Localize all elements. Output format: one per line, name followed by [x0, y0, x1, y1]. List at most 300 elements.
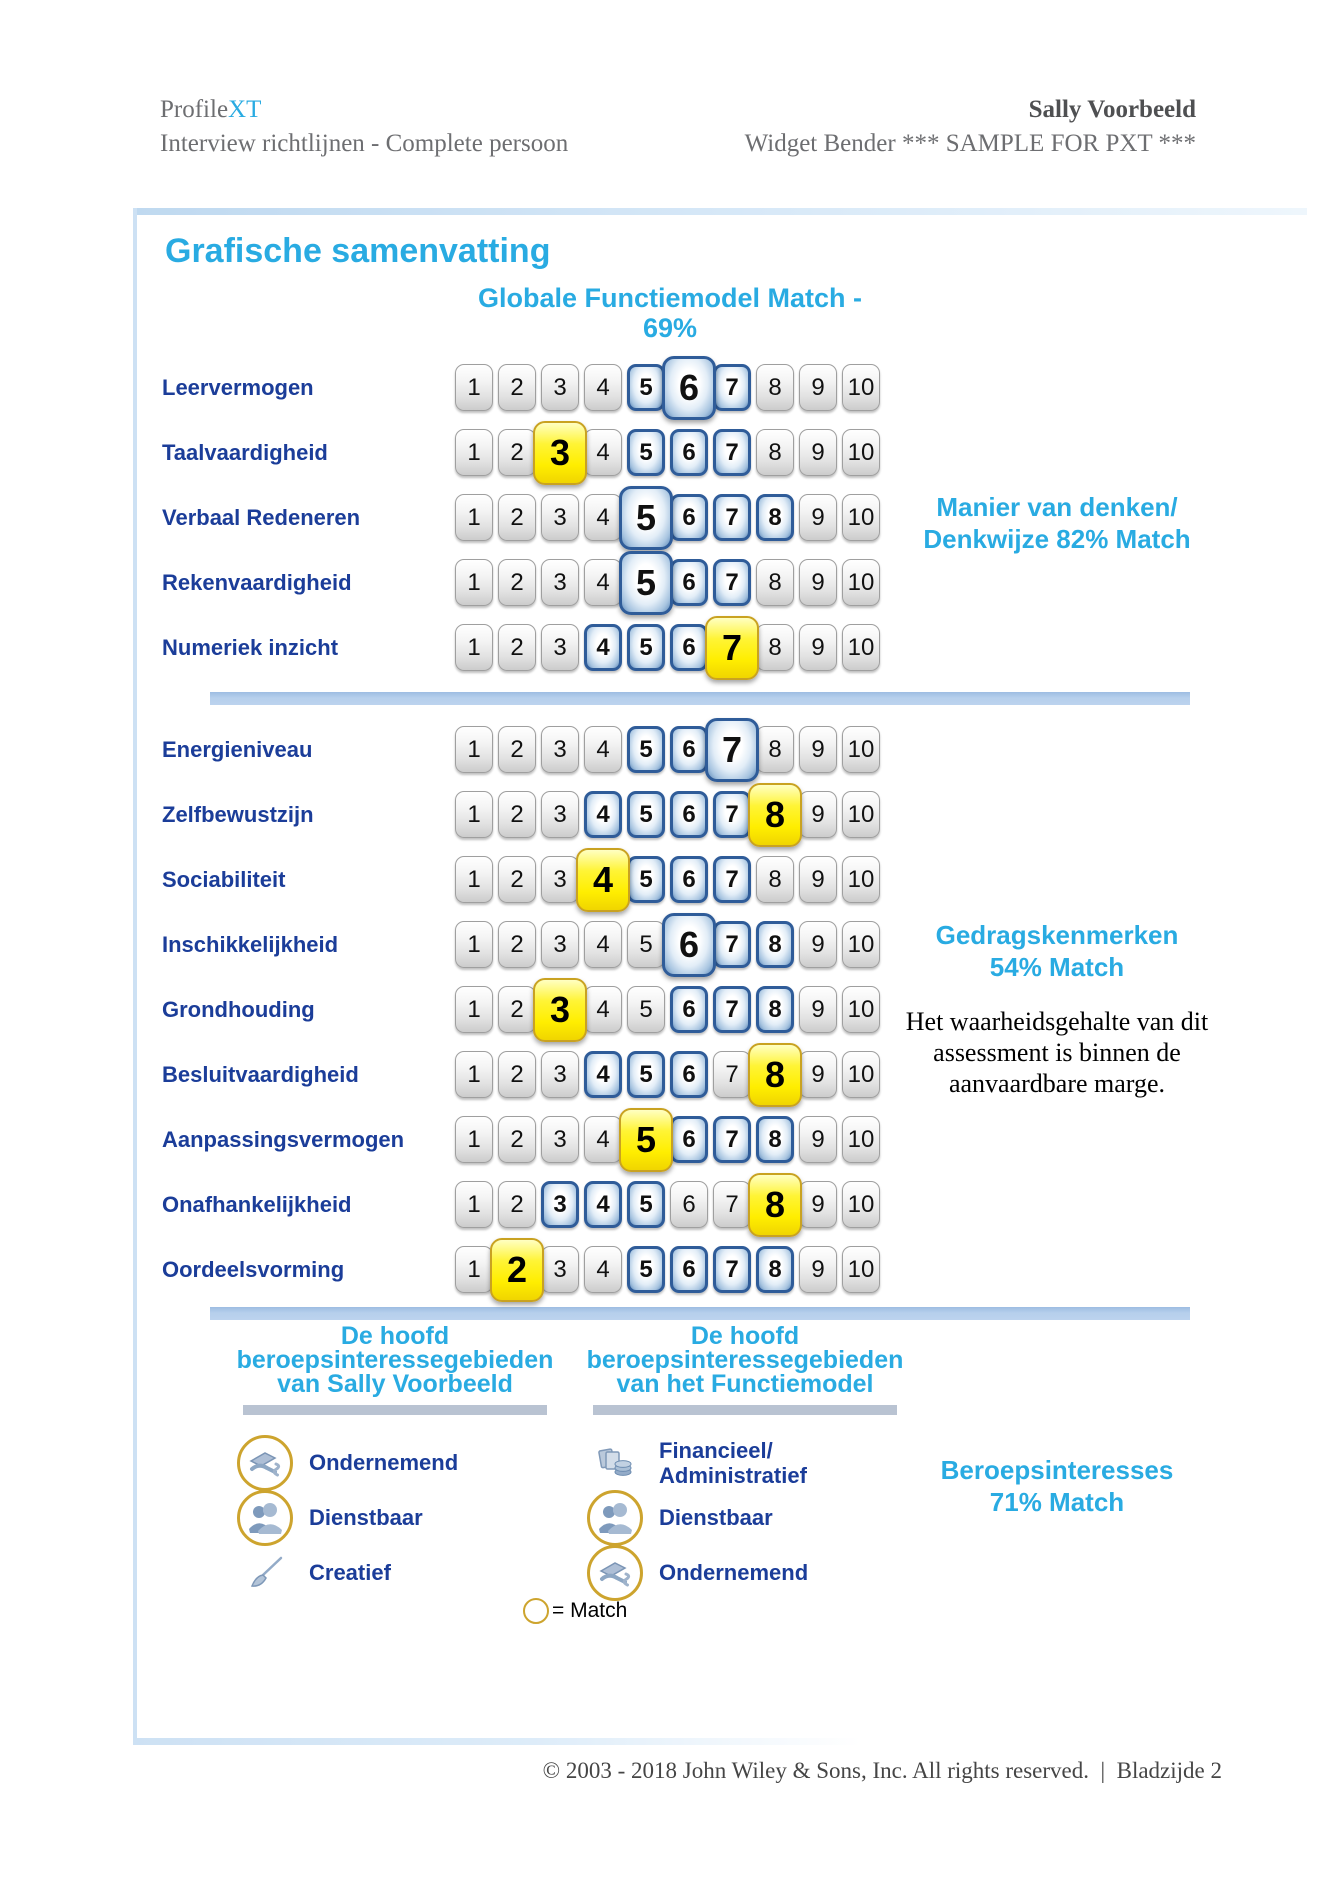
scale-cell: 10 [842, 1181, 880, 1228]
scale-cell: 6 [670, 1181, 708, 1228]
scale-cell: 2 [498, 1051, 536, 1098]
match-legend [523, 1598, 627, 1624]
scale-row [133, 782, 1307, 847]
scale-slot [455, 429, 493, 476]
scale-cell: 3 [541, 726, 579, 773]
scale-slot [584, 791, 622, 838]
scale-slot [584, 986, 622, 1033]
scale-cell: 10 [842, 986, 880, 1033]
scale-slot [713, 559, 751, 606]
scale-row-label: Besluitvaardigheid [162, 1061, 359, 1087]
range-cell: 6 [670, 791, 708, 838]
scale-track [455, 1181, 880, 1228]
scale-cell: 9 [799, 364, 837, 411]
scale-cell: 1 [455, 1181, 493, 1228]
scale-cell: 2 [498, 624, 536, 671]
scale-slot [713, 1246, 751, 1293]
range-cell: 6 [670, 494, 708, 541]
scale-cell: 9 [799, 921, 837, 968]
scale-group-behavior [133, 717, 1307, 1302]
scale-slot [584, 1246, 622, 1293]
scale-slot [627, 726, 665, 773]
scale-row-label: Grondhouding [162, 996, 315, 1022]
scale-slot [799, 1246, 837, 1293]
scale-track [455, 624, 880, 671]
scale-cell: 4 [584, 1116, 622, 1163]
scale-cell: 9 [799, 494, 837, 541]
range-cell: 8 [756, 494, 794, 541]
scale-slot [455, 856, 493, 903]
scale-slot [670, 1116, 708, 1163]
scale-slot [541, 559, 579, 606]
scale-slot [541, 364, 579, 411]
scale-cell: 10 [842, 856, 880, 903]
range-cell: 4 [584, 1181, 622, 1228]
scale-slot [799, 921, 837, 968]
range-cell: 7 [713, 494, 751, 541]
scale-row-label: Energieniveau [162, 736, 313, 762]
scale-slot [584, 364, 622, 411]
scale-track [455, 986, 880, 1033]
scale-slot [799, 1051, 837, 1098]
heading-line: van het Functiemodel [616, 1370, 874, 1398]
scale-slot [799, 364, 837, 411]
scale-slot [842, 1181, 880, 1228]
scale-cell: 5 [627, 986, 665, 1033]
scale-cell: 2 [498, 429, 536, 476]
scale-row-label: Zelfbewustzijn [162, 801, 314, 827]
scale-track [455, 1051, 880, 1098]
interest-label: Ondernemend [309, 1450, 459, 1475]
scale-cell: 7 [713, 1051, 751, 1098]
finance-icon [587, 1435, 643, 1491]
annotation-line: Manier van denken/ [936, 492, 1178, 522]
scale-row [133, 420, 1307, 485]
scale-slot [541, 986, 579, 1033]
scale-slot [670, 559, 708, 606]
scale-slot [584, 1181, 622, 1228]
scale-slot [756, 726, 794, 773]
scale-cell: 1 [455, 856, 493, 903]
scale-slot [713, 429, 751, 476]
scale-slot [670, 921, 708, 968]
scale-cell: 9 [799, 624, 837, 671]
scale-slot [842, 726, 880, 773]
scale-cell: 4 [584, 986, 622, 1033]
scale-slot [842, 791, 880, 838]
heading-line: De hoofd [690, 1322, 800, 1350]
section-divider [210, 1307, 1190, 1320]
range-cell: 6 [670, 1051, 708, 1098]
scale-slot [584, 1116, 622, 1163]
range-cell: 5 [627, 1051, 665, 1098]
scale-cell: 4 [584, 726, 622, 773]
scale-slot [627, 921, 665, 968]
heading-underline [593, 1405, 897, 1415]
scale-slot [799, 726, 837, 773]
scale-cell: 1 [455, 921, 493, 968]
scale-cell: 5 [627, 921, 665, 968]
scale-row-label: Oordeelsvorming [162, 1256, 345, 1282]
scale-cell: 9 [799, 791, 837, 838]
scale-slot [541, 856, 579, 903]
score-cell: 8 [748, 1173, 802, 1237]
scale-slot [584, 921, 622, 968]
scale-track [455, 494, 880, 541]
scale-slot [627, 559, 665, 606]
scale-slot [670, 791, 708, 838]
scale-slot [627, 791, 665, 838]
scale-slot [541, 791, 579, 838]
score-cell: 5 [619, 486, 673, 550]
scale-slot [584, 494, 622, 541]
scale-slot [799, 429, 837, 476]
scale-slot [842, 1051, 880, 1098]
range-cell: 3 [541, 1181, 579, 1228]
interests-match-annotation [884, 1454, 1230, 1518]
scale-slot [455, 791, 493, 838]
scale-cell: 2 [498, 986, 536, 1033]
overall-match-heading: Globale Functiemodel Match - 69% [477, 283, 863, 343]
scale-track [455, 856, 880, 903]
scale-cell: 2 [498, 1181, 536, 1228]
page-footer: © 2003 - 2018 John Wiley & Sons, Inc. All rights reserved. | Bladzijde 2 [542, 1758, 1222, 1783]
range-cell: 7 [713, 1246, 751, 1293]
scale-cell: 9 [799, 1051, 837, 1098]
person-name: Sally Voorbeeld [1028, 96, 1196, 123]
scale-slot [498, 559, 536, 606]
scale-row-label: Verbaal Redeneren [162, 504, 361, 530]
scale-track [455, 791, 880, 838]
scale-cell: 10 [842, 364, 880, 411]
scale-slot [455, 1051, 493, 1098]
scale-slot [713, 494, 751, 541]
scale-cell: 7 [713, 1181, 751, 1228]
scale-slot [842, 364, 880, 411]
scale-slot [455, 1246, 493, 1293]
scale-row [133, 550, 1307, 615]
scale-slot [455, 494, 493, 541]
report-header-left [160, 93, 568, 161]
scale-cell: 10 [842, 1116, 880, 1163]
score-cell: 8 [748, 1043, 802, 1107]
range-cell: 5 [627, 624, 665, 671]
scale-slot [799, 791, 837, 838]
scale-slot [713, 986, 751, 1033]
scale-slot [498, 1246, 536, 1293]
interests-person-column [235, 1324, 555, 1600]
scale-slot [756, 1116, 794, 1163]
page-title: Grafische samenvatting [165, 232, 551, 270]
scale-cell: 4 [584, 494, 622, 541]
scale-cell: 3 [541, 1051, 579, 1098]
scale-slot [756, 1181, 794, 1228]
scale-cell: 9 [799, 986, 837, 1033]
scale-row-label: Numeriek inzicht [162, 634, 339, 660]
score-cell: 3 [533, 421, 587, 485]
annotation-line: 71% Match [989, 1487, 1125, 1517]
scale-cell: 4 [584, 429, 622, 476]
score-cell: 2 [490, 1238, 544, 1302]
interest-item [235, 1435, 555, 1490]
heading-line: beroepsinteressegebieden [236, 1346, 554, 1374]
scale-cell: 3 [541, 1246, 579, 1293]
score-cell: 5 [619, 1108, 673, 1172]
range-cell: 6 [670, 1246, 708, 1293]
scale-slot [498, 1116, 536, 1163]
scale-slot [670, 494, 708, 541]
brand-title [160, 93, 568, 127]
scale-slot [584, 624, 622, 671]
scale-cell: 4 [584, 364, 622, 411]
scale-slot [756, 494, 794, 541]
range-cell: 6 [670, 429, 708, 476]
range-cell: 6 [670, 559, 708, 606]
scale-cell: 1 [455, 494, 493, 541]
scale-cell: 2 [498, 791, 536, 838]
scale-slot [627, 1051, 665, 1098]
scale-slot [498, 364, 536, 411]
interests-model-column [585, 1324, 905, 1600]
job-line: Widget Bender *** SAMPLE FOR PXT *** [744, 130, 1196, 157]
range-cell: 6 [670, 726, 708, 773]
scale-slot [842, 624, 880, 671]
range-cell: 6 [670, 856, 708, 903]
scale-row-label: Inschikkelijkheid [162, 931, 339, 957]
box-bottom-border [133, 1738, 861, 1745]
interests-model-heading [585, 1324, 905, 1396]
heading-line: beroepsinteressegebieden [586, 1346, 904, 1374]
scale-slot [713, 921, 751, 968]
score-cell: 3 [533, 978, 587, 1042]
scale-cell: 9 [799, 559, 837, 606]
interests-section [133, 1324, 1307, 1694]
range-cell: 5 [627, 856, 665, 903]
scale-slot [455, 1116, 493, 1163]
range-cell: 8 [756, 921, 794, 968]
interest-label: Ondernemend [659, 1560, 809, 1585]
scale-slot [584, 726, 622, 773]
scale-cell: 1 [455, 429, 493, 476]
scale-slot [498, 856, 536, 903]
interest-item [585, 1435, 905, 1490]
distortion-note: Het waarheidsgehalte van dit assessment is binnen de aanvaardbare marge. [905, 1007, 1209, 1098]
scale-slot [498, 986, 536, 1033]
scale-track [455, 559, 880, 606]
scale-slot [627, 1116, 665, 1163]
interests-person-heading [235, 1324, 555, 1396]
scale-cell: 10 [842, 726, 880, 773]
interest-label: Financieel/ Administratief [659, 1437, 807, 1488]
scale-slot [799, 986, 837, 1033]
scale-slot [541, 1181, 579, 1228]
scale-cell: 2 [498, 726, 536, 773]
scale-slot [627, 624, 665, 671]
range-cell: 7 [713, 429, 751, 476]
range-cell: 8 [756, 1116, 794, 1163]
scale-row-label: Rekenvaardigheid [162, 569, 352, 595]
scale-slot [842, 986, 880, 1033]
scale-row-label: Leervermogen [162, 374, 314, 400]
scale-slot [713, 791, 751, 838]
range-cell: 5 [627, 1246, 665, 1293]
scale-track [455, 1246, 880, 1293]
range-cell: 8 [756, 986, 794, 1033]
score-cell: 7 [705, 718, 759, 782]
scale-cell: 2 [498, 559, 536, 606]
annotation-line: Beroepsinteresses [940, 1455, 1174, 1485]
scale-slot [713, 1116, 751, 1163]
scale-slot [756, 1051, 794, 1098]
score-cell: 6 [662, 356, 716, 420]
scale-slot [670, 856, 708, 903]
scale-slot [541, 1246, 579, 1293]
scale-slot [842, 921, 880, 968]
service-icon [237, 1490, 293, 1546]
interest-label: Dienstbaar [659, 1505, 773, 1530]
scale-slot [756, 559, 794, 606]
range-cell: 7 [713, 791, 751, 838]
scale-cell: 3 [541, 559, 579, 606]
thinking-match-annotation [884, 491, 1230, 555]
scale-slot [584, 429, 622, 476]
scale-row [133, 1107, 1307, 1172]
range-cell: 4 [584, 1051, 622, 1098]
scale-slot [842, 429, 880, 476]
scale-cell: 9 [799, 1246, 837, 1293]
range-cell: 5 [627, 726, 665, 773]
interest-item [585, 1490, 905, 1545]
scale-slot [627, 1181, 665, 1228]
scale-cell: 3 [541, 791, 579, 838]
scale-cell: 4 [584, 559, 622, 606]
range-cell: 4 [584, 624, 622, 671]
scale-cell: 9 [799, 429, 837, 476]
scale-slot [756, 856, 794, 903]
entrepreneurial-icon [587, 1545, 643, 1601]
score-cell: 5 [619, 551, 673, 615]
scale-slot [842, 1246, 880, 1293]
scale-cell: 8 [756, 364, 794, 411]
scale-cell: 2 [498, 364, 536, 411]
scale-track [455, 921, 880, 968]
scale-slot [842, 559, 880, 606]
scale-cell: 10 [842, 559, 880, 606]
interest-item [235, 1490, 555, 1545]
scale-cell: 4 [584, 1246, 622, 1293]
scale-cell: 10 [842, 624, 880, 671]
scale-row-label: Onafhankelijkheid [162, 1191, 352, 1217]
score-cell: 8 [748, 783, 802, 847]
scale-cell: 1 [455, 1246, 493, 1293]
report-type-line: Interview richtlijnen - Complete persoon [160, 130, 569, 157]
scale-slot [541, 494, 579, 541]
scale-row [133, 1237, 1307, 1302]
annotation-line: Denkwijze 82% Match [923, 524, 1191, 554]
scale-cell: 3 [541, 494, 579, 541]
scale-slot [799, 559, 837, 606]
range-cell: 7 [713, 921, 751, 968]
scale-cell: 10 [842, 494, 880, 541]
scale-cell: 1 [455, 726, 493, 773]
scale-slot [627, 429, 665, 476]
scale-slot [541, 429, 579, 476]
scale-slot [498, 726, 536, 773]
scale-slot [799, 1116, 837, 1163]
scale-slot [498, 624, 536, 671]
service-icon [587, 1490, 643, 1546]
scale-slot [627, 364, 665, 411]
interest-items [235, 1435, 555, 1600]
scale-slot [541, 1116, 579, 1163]
scale-slot [713, 856, 751, 903]
scale-track [455, 1116, 880, 1163]
range-cell: 7 [713, 364, 751, 411]
score-cell: 4 [576, 848, 630, 912]
scale-slot [627, 1246, 665, 1293]
match-legend-label: = Match [552, 1599, 628, 1622]
range-cell: 7 [713, 559, 751, 606]
scale-slot [670, 624, 708, 671]
match-circle-icon [523, 1598, 549, 1624]
scale-slot [498, 921, 536, 968]
scale-slot [455, 364, 493, 411]
scale-slot [584, 1051, 622, 1098]
scale-slot [713, 624, 751, 671]
heading-underline [243, 1405, 547, 1415]
scale-cell: 9 [799, 1181, 837, 1228]
scale-slot [498, 791, 536, 838]
scale-cell: 3 [541, 921, 579, 968]
scale-cell: 3 [541, 624, 579, 671]
scale-slot [756, 791, 794, 838]
range-cell: 6 [670, 624, 708, 671]
scale-cell: 8 [756, 559, 794, 606]
range-cell: 8 [756, 1246, 794, 1293]
summary-box [133, 208, 1307, 1745]
scale-cell: 1 [455, 364, 493, 411]
scale-slot [455, 559, 493, 606]
scale-row [133, 1172, 1307, 1237]
scale-slot [584, 559, 622, 606]
scale-slot [756, 986, 794, 1033]
scale-cell: 9 [799, 726, 837, 773]
scale-slot [498, 494, 536, 541]
interest-label: Creatief [309, 1560, 391, 1585]
scale-track [455, 726, 880, 773]
range-cell: 6 [670, 1116, 708, 1163]
range-cell: 6 [670, 986, 708, 1033]
interest-label: Dienstbaar [309, 1505, 423, 1530]
scale-slot [541, 624, 579, 671]
entrepreneurial-icon [237, 1435, 293, 1491]
scale-slot [584, 856, 622, 903]
scale-cell: 1 [455, 1051, 493, 1098]
scale-slot [713, 364, 751, 411]
scale-cell: 3 [541, 364, 579, 411]
scale-cell: 2 [498, 856, 536, 903]
score-cell: 7 [705, 616, 759, 680]
scale-slot [541, 1051, 579, 1098]
range-cell: 7 [713, 986, 751, 1033]
brand-suffix: XT [228, 96, 262, 123]
scale-slot [670, 986, 708, 1033]
range-cell: 4 [584, 791, 622, 838]
scale-slot [713, 1051, 751, 1098]
report-header-right [745, 93, 1196, 161]
interest-items [585, 1435, 905, 1600]
scale-slot [455, 1181, 493, 1228]
